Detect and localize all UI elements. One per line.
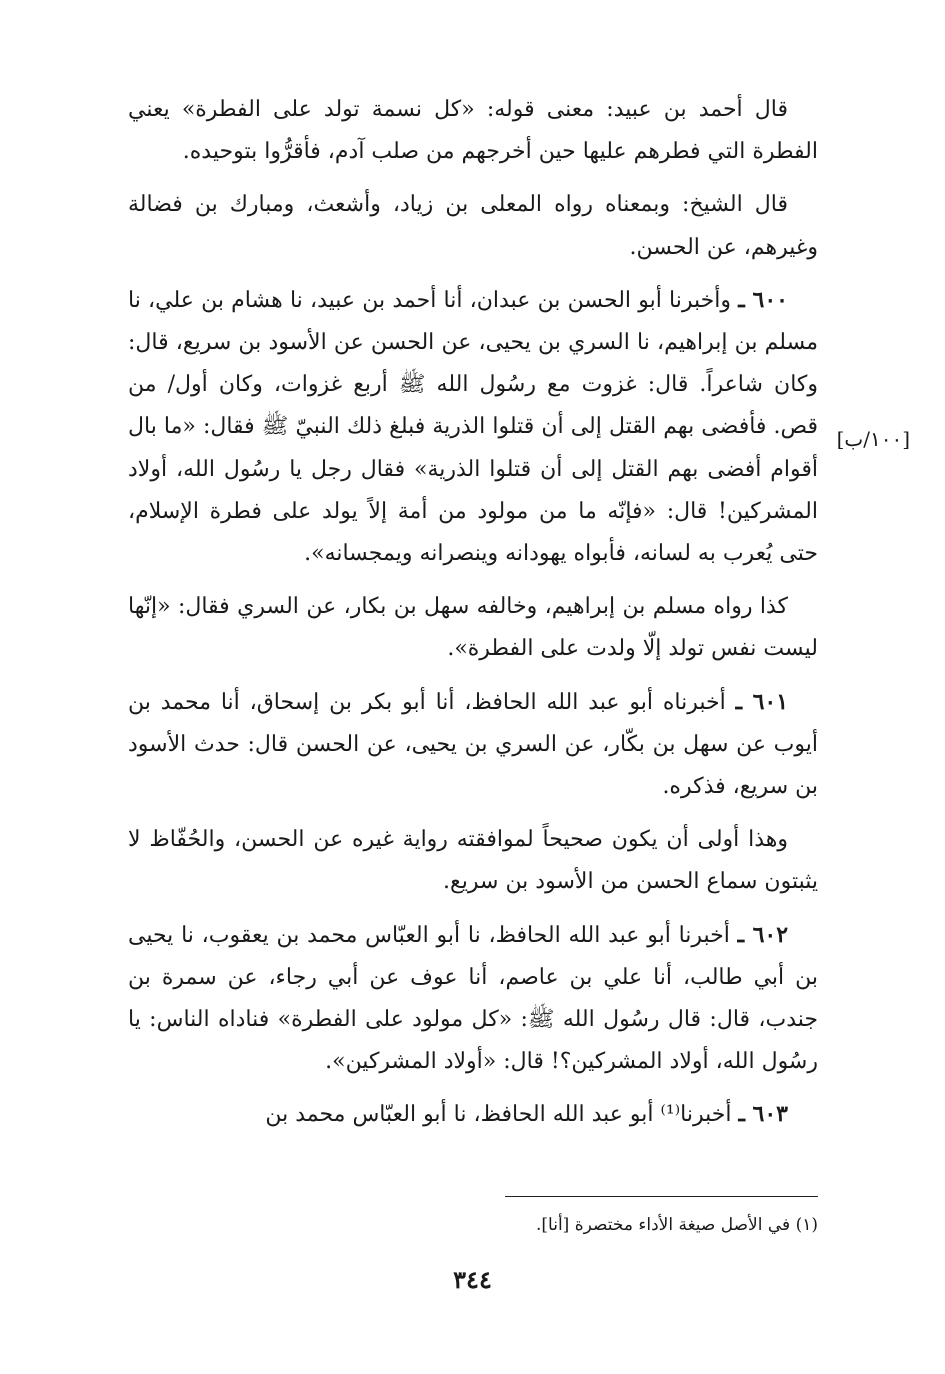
hadith-number: ٦٠٣ ـ [738,1101,788,1128]
hadith-number: ٦٠١ ـ [735,688,789,715]
hadith-601: ٦٠١ ـ أخبرناه أبو عبد الله الحافظ، أنا أبو بكر بن إسحاق، أنا محمد بن أيوب عن سهل بن بكّار، عن السري بن يحيى، عن الحسن قال: حدث الأسود بن سريع، فذكره. [128,688,818,800]
manuscript-folio-marker: [١٠٠/ب] [836,427,910,451]
paragraph-narration-note: كذا رواه مسلم بن إبراهيم، وخالفه سهل بن بكار، عن السري فقال: «إنّها ليست نفس تولد إلّا ولدت على الفطرة». [128,594,818,662]
main-text [128,88,818,1147]
hadith-number: ٦٠٢ ـ [737,921,789,948]
footnote: (١) في الأصل صيغة الأداء مختصرة [أنا]. [536,1215,818,1235]
page-number: ٣٤٤ [453,1265,492,1294]
hadith-602: ٦٠٢ ـ أخبرنا أبو عبد الله الحافظ، نا أبو العبّاس محمد بن يعقوب، نا يحيى بن أبي طالب، أنا علي بن عاصم، أنا عوف عن أبي رجاء، عن سمرة بن جندب، قال: قال رسُول الله ﷺ: «كل مولود على الفطرة» فناداه الناس: يا رسُول الله، أولاد المشركين؟! قال: «أولاد المشركين». [128,921,819,1075]
paragraph-ahmad-commentary: قال أحمد بن عبيد: معنى قوله: «كل نسمة تولد على الفطرة» يعني الفطرة التي فطرهم عليها حين أخرجهم من صلب آدم، فأقرُّوا بتوحيده. [128,97,818,165]
paragraph-authenticity-note: وهذا أولى أن يكون صحيحاً لموافقته رواية غيره عن الحسن، والحُفّاظ لا يثبتون سماع الحسن من الأسود بن سريع. [128,827,818,895]
hadith-number: ٦٠٠ ـ [738,286,788,313]
footnote-divider [505,1196,818,1197]
paragraph-sheikh-note: قال الشيخ: وبمعناه رواه المعلى بن زياد، وأشعث، ومبارك بن فضالة وغيرهم، عن الحسن. [128,192,818,260]
hadith-600: ٦٠٠ ـ وأخبرنا أبو الحسن بن عبدان، أنا أحمد بن عبيد، نا هشام بن علي، نا مسلم بن إبراهيم، نا السري بن يحيى، عن الحسن عن الأسود بن سريع، قال: وكان شاعراً. قال: غزوت مع رسُول الله ﷺ أربع غزوات، وكان أول/ من قص. فأفضى بهم القتل إلى أن قتلوا الذرية فبلغ ذلك النبيّ ﷺ فقال: «ما بال أقوام أفضى بهم القتل إلى أن قتلوا الذرية» فقال رجل يا رسُول الله، أولاد المشركين! قال: «فإنّه ما من مولود من أمة إلاً يولد على فطرة الإسلام، حتى يُعرب به لسانه، فأبواه يهودانه وينصرانه ويمجسانه». [128,286,818,567]
hadith-603: ٦٠٣ ـ أخبرنا⁽¹⁾ أبو عبد الله الحافظ، نا أبو العبّاس محمد بن [265,1101,788,1128]
